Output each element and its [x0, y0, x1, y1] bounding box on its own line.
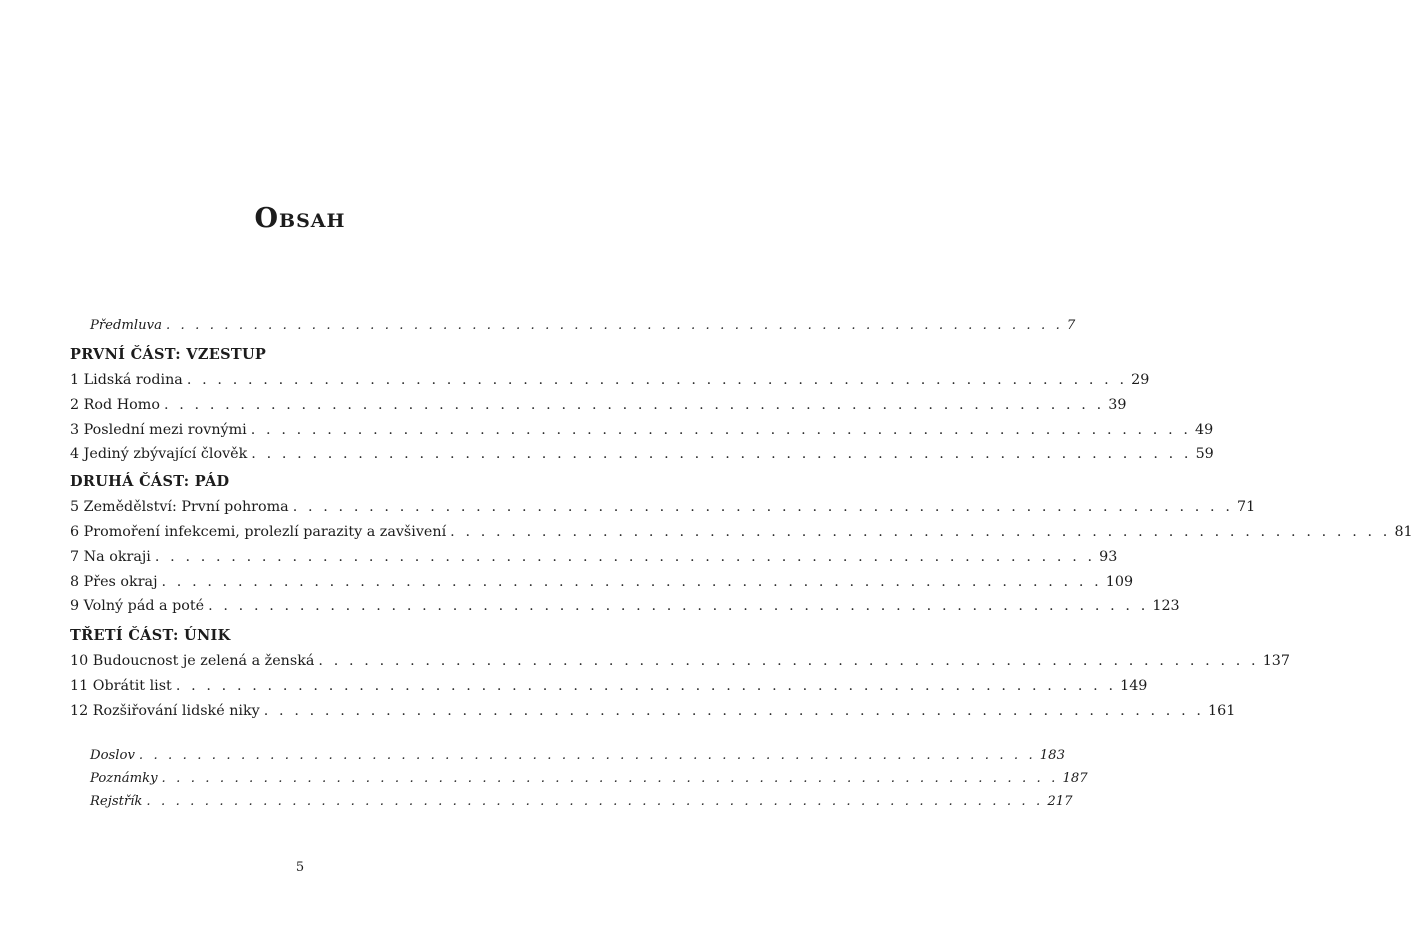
toc-entry-page: 81 [1394, 524, 1413, 540]
toc-entry-label: Doslov [90, 748, 135, 763]
toc-entry-label: Předmluva [90, 318, 162, 333]
dot-leader: . . . . . . . . . . . . . . . . . . . . . . . . . . . . . . . . . . . . . . . . . . . . . . . . . . . . . . . . . . . . . . [450, 524, 1391, 540]
page-number: 5 [295, 860, 305, 875]
part-heading-2: DRUHÁ ČÁST: PÁD [70, 473, 230, 490]
toc-entry-page: 217 [1047, 794, 1073, 809]
dot-leader: . . . . . . . . . . . . . . . . . . . . . . . . . . . . . . . . . . . . . . . . . . . . . . . . . . . . . . . . . . . . . . [165, 318, 1063, 333]
toc-entry-page: 187 [1062, 771, 1088, 786]
toc-entry-afterword[interactable] [90, 748, 1065, 763]
toc-entry-index[interactable] [90, 794, 1073, 809]
toc-entry-chapter-12[interactable] [70, 703, 1236, 719]
toc-entry-chapter-7[interactable] [70, 549, 1118, 565]
toc-entry-page: 149 [1120, 678, 1148, 694]
toc-entry-page: 71 [1236, 499, 1256, 515]
toc-entry-page: 7 [1066, 318, 1076, 333]
toc-entry-page: 29 [1131, 372, 1150, 388]
toc-entry-label: 4 Jediný zbývající člověk [70, 446, 248, 462]
dot-leader: . . . . . . . . . . . . . . . . . . . . . . . . . . . . . . . . . . . . . . . . . . . . . . . . . . . . . . . . . . . . . . [161, 574, 1102, 590]
toc-entry-preface[interactable] [90, 318, 1076, 333]
toc-entry-page: 109 [1105, 574, 1134, 590]
toc-entry-chapter-3[interactable] [70, 422, 1214, 438]
toc-entry-chapter-5[interactable] [70, 499, 1256, 515]
toc-entry-label: 10 Budoucnost je zelená a ženská [70, 653, 315, 669]
dot-leader: . . . . . . . . . . . . . . . . . . . . . . . . . . . . . . . . . . . . . . . . . . . . . . . . . . . . . . . . . . . . . . [163, 397, 1105, 413]
toc-entry-label: 8 Přes okraj [70, 574, 158, 590]
dot-leader: . . . . . . . . . . . . . . . . . . . . . . . . . . . . . . . . . . . . . . . . . . . . . . . . . . . . . . . . . . . . . . [263, 703, 1205, 719]
toc-entry-page: 123 [1152, 598, 1180, 614]
toc-entry-label: 2 Rod Homo [70, 397, 160, 413]
dot-leader: . . . . . . . . . . . . . . . . . . . . . . . . . . . . . . . . . . . . . . . . . . . . . . . . . . . . . . . . . . . . . . [161, 771, 1059, 786]
toc-entry-page: 183 [1039, 748, 1065, 763]
toc-entry-label: 3 Poslední mezi rovnými [70, 422, 247, 438]
dot-leader: . . . . . . . . . . . . . . . . . . . . . . . . . . . . . . . . . . . . . . . . . . . . . . . . . . . . . . . . . . . . . . [318, 653, 1259, 669]
dot-leader: . . . . . . . . . . . . . . . . . . . . . . . . . . . . . . . . . . . . . . . . . . . . . . . . . . . . . . . . . . . . . . [186, 372, 1128, 388]
toc-entry-chapter-2[interactable] [70, 397, 1127, 413]
toc-entry-chapter-9[interactable] [70, 598, 1180, 614]
toc-entry-label: 1 Lidská rodina [70, 372, 183, 388]
toc-entry-chapter-6[interactable] [70, 524, 1413, 540]
toc-entry-label: 9 Volný pád a poté [70, 598, 205, 614]
toc-title: Obsah [254, 203, 346, 234]
dot-leader: . . . . . . . . . . . . . . . . . . . . . . . . . . . . . . . . . . . . . . . . . . . . . . . . . . . . . . . . . . . . . . [292, 499, 1233, 515]
toc-entry-label: 7 Na okraji [70, 549, 151, 565]
toc-entry-chapter-8[interactable] [70, 574, 1134, 590]
toc-entry-page: 161 [1208, 703, 1236, 719]
toc-entry-chapter-10[interactable] [70, 653, 1290, 669]
toc-entry-page: 59 [1195, 446, 1214, 462]
dot-leader: . . . . . . . . . . . . . . . . . . . . . . . . . . . . . . . . . . . . . . . . . . . . . . . . . . . . . . . . . . . . . . [138, 748, 1036, 763]
toc-entry-page: 93 [1099, 549, 1118, 565]
part-heading-1: PRVNÍ ČÁST: VZESTUP [70, 346, 267, 363]
toc-entry-chapter-1[interactable] [70, 372, 1150, 388]
dot-leader: . . . . . . . . . . . . . . . . . . . . . . . . . . . . . . . . . . . . . . . . . . . . . . . . . . . . . . . . . . . . . . [251, 446, 1192, 462]
toc-entry-page: 39 [1108, 397, 1127, 413]
part-heading-3: TŘETÍ ČÁST: ÚNIK [70, 627, 231, 644]
toc-entry-label: 12 Rozšiřování lidské niky [70, 703, 260, 719]
toc-entry-page: 137 [1262, 653, 1290, 669]
toc-entry-label: 5 Zemědělství: První pohroma [70, 499, 289, 515]
toc-entry-chapter-11[interactable] [70, 678, 1148, 694]
dot-leader: . . . . . . . . . . . . . . . . . . . . . . . . . . . . . . . . . . . . . . . . . . . . . . . . . . . . . . . . . . . . . . [175, 678, 1117, 694]
toc-entry-label: 6 Promoření infekcemi, prolezlí parazity a zavšivení [70, 524, 447, 540]
toc-entry-label: Rejstřík [90, 794, 143, 809]
toc-entry-label: Poznámky [90, 771, 158, 786]
dot-leader: . . . . . . . . . . . . . . . . . . . . . . . . . . . . . . . . . . . . . . . . . . . . . . . . . . . . . . . . . . . . . . [154, 549, 1096, 565]
dot-leader: . . . . . . . . . . . . . . . . . . . . . . . . . . . . . . . . . . . . . . . . . . . . . . . . . . . . . . . . . . . . . . [208, 598, 1149, 614]
toc-entry-page: 49 [1195, 422, 1214, 438]
dot-leader: . . . . . . . . . . . . . . . . . . . . . . . . . . . . . . . . . . . . . . . . . . . . . . . . . . . . . . . . . . . . . . [250, 422, 1192, 438]
dot-leader: . . . . . . . . . . . . . . . . . . . . . . . . . . . . . . . . . . . . . . . . . . . . . . . . . . . . . . . . . . . . . . [146, 794, 1044, 809]
toc-entry-chapter-4[interactable] [70, 446, 1214, 462]
toc-entry-notes[interactable] [90, 771, 1088, 786]
toc-entry-label: 11 Obrátit list [70, 678, 172, 694]
